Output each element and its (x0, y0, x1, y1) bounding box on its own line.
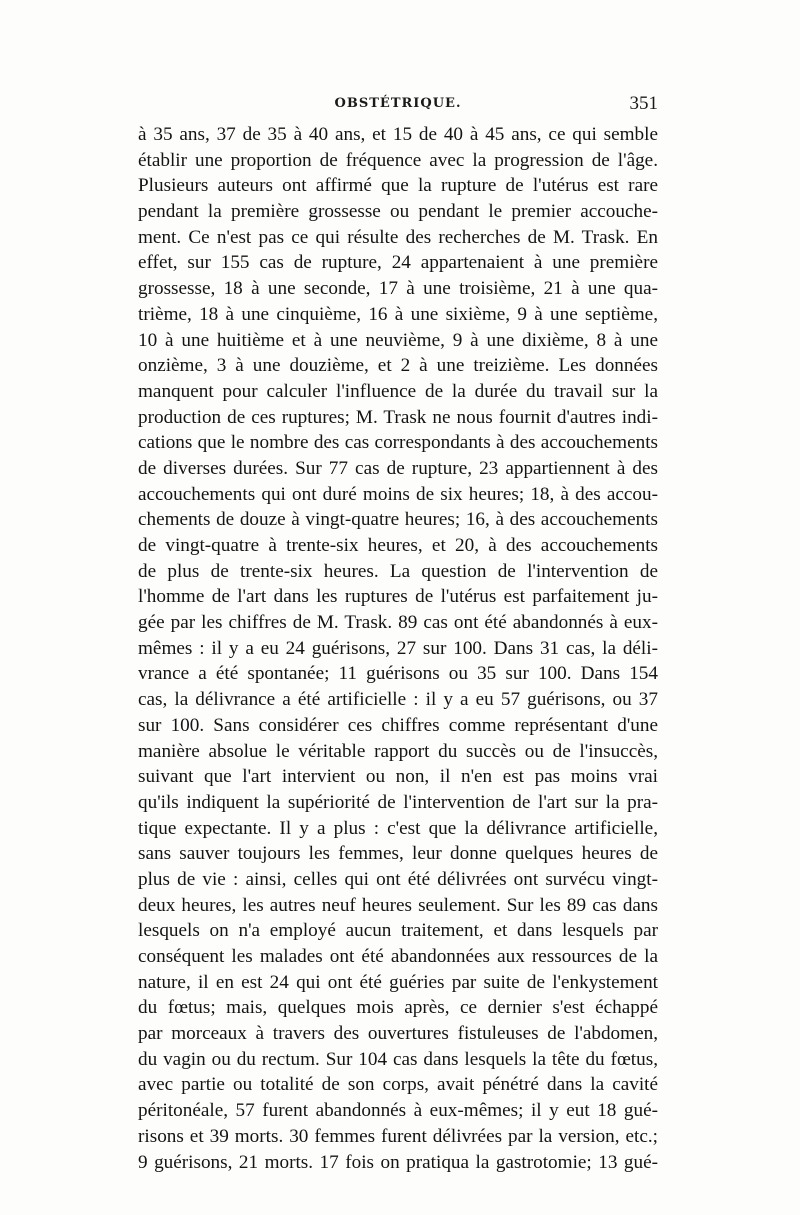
text-line: trième, 18 à une cinquième, 16 à une sixième, 9 à une septième, (138, 303, 658, 325)
text-line: par morceaux à travers des ouvertures fistuleuses de l'abdomen, (138, 1023, 658, 1045)
text-line: chements de douze à vingt-quatre heures; 16, à des accouchements (138, 509, 658, 531)
text-line: production de ces ruptures; M. Trask ne nous fournit d'autres indi- (138, 406, 658, 428)
text-line: établir une proportion de fréquence avec la progression de l'âge. (138, 149, 658, 171)
running-header (138, 93, 658, 118)
text-line: cas, la délivrance a été artificielle : il y a eu 57 guérisons, ou 37 (138, 689, 658, 711)
running-title: OBSTÉTRIQUE. (334, 96, 462, 111)
text-line: vrance a été spontanée; 11 guérisons ou 35 sur 100. Dans 154 (138, 663, 658, 685)
text-line: de diverses durées. Sur 77 cas de rupture, 23 appartiennent à des (138, 457, 658, 479)
text-line: du vagin ou du rectum. Sur 104 cas dans lesquels la tête du fœtus, (138, 1048, 658, 1070)
text-line: effet, sur 155 cas de rupture, 24 appartenaient à une première (138, 252, 658, 274)
text-line: grossesse, 18 à une seconde, 17 à une troisième, 21 à une qua- (138, 278, 658, 300)
text-line: nature, il en est 24 qui ont été guéries par suite de l'enkystement (138, 971, 658, 993)
text-line: 9 guérisons, 21 morts. 17 fois on pratiqua la gastrotomie; 13 gué- (138, 1151, 658, 1173)
text-line: sans sauver toujours les femmes, leur donne quelques heures de (138, 843, 658, 865)
body-text (138, 122, 658, 1175)
text-line: manquent pour calculer l'influence de la durée du travail sur la (138, 380, 658, 402)
text-line: deux heures, les autres neuf heures seulement. Sur les 89 cas dans (138, 894, 658, 916)
text-line: à 35 ans, 37 de 35 à 40 ans, et 15 de 40 à 45 ans, ce qui semble (138, 124, 658, 145)
text-line: ment. Ce n'est pas ce qui résulte des recherches de M. Trask. En (138, 226, 658, 248)
text-line: l'homme de l'art dans les ruptures de l'utérus est parfaitement ju- (138, 586, 658, 608)
text-line: de vingt-quatre à trente-six heures, et 20, à des accouchements (138, 535, 658, 556)
text-line: mêmes : il y a eu 24 guérisons, 27 sur 100. Dans 31 cas, la déli- (138, 637, 658, 659)
text-line: onzième, 3 à une douzième, et 2 à une treizième. Les données (138, 355, 658, 377)
text-line: manière absolue le véritable rapport du succès ou de l'insuccès, (138, 740, 658, 762)
text-line: sur 100. Sans considérer ces chiffres comme représentant d'une (138, 714, 658, 736)
text-line: gée par les chiffres de M. Trask. 89 cas ont été abandonnés à eux- (138, 612, 658, 634)
text-line: accouchements qui ont duré moins de six heures; 18, à des accou- (138, 483, 658, 505)
text-line: pendant la première grossesse ou pendant le premier accouche- (138, 201, 658, 223)
text-line: risons et 39 morts. 30 femmes furent délivrées par la version, etc.; (138, 1125, 658, 1147)
text-line: péritonéale, 57 furent abandonnés à eux-mêmes; il y eut 18 gué- (138, 1100, 658, 1122)
text-line: qu'ils indiquent la supériorité de l'intervention de l'art sur la pra- (138, 791, 658, 813)
text-line: du fœtus; mais, quelques mois après, ce dernier s'est échappé (138, 997, 658, 1019)
text-line: de plus de trente-six heures. La question de l'intervention de (138, 560, 658, 582)
text-line: suivant que l'art intervient ou non, il n'en est pas moins vrai (138, 766, 658, 788)
text-line: lesquels on n'a employé aucun traitement, et dans lesquels par (138, 920, 658, 942)
page-number: 351 (629, 93, 658, 114)
text-line: plus de vie : ainsi, celles qui ont été délivrées ont survécu vingt- (138, 868, 658, 890)
text-line: 10 à une huitième et à une neuvième, 9 à une dixième, 8 à une (138, 329, 658, 351)
text-line: conséquent les malades ont été abandonnées aux ressources de la (138, 946, 658, 967)
text-line: avec partie ou totalité de son corps, avait pénétré dans la cavité (138, 1074, 658, 1096)
text-line: tique expectante. Il y a plus : c'est que la délivrance artificielle, (138, 817, 658, 839)
text-line: Plusieurs auteurs ont affirmé que la rupture de l'utérus est rare (138, 175, 658, 197)
text-line: cations que le nombre des cas correspondants à des accouchements (138, 432, 658, 454)
